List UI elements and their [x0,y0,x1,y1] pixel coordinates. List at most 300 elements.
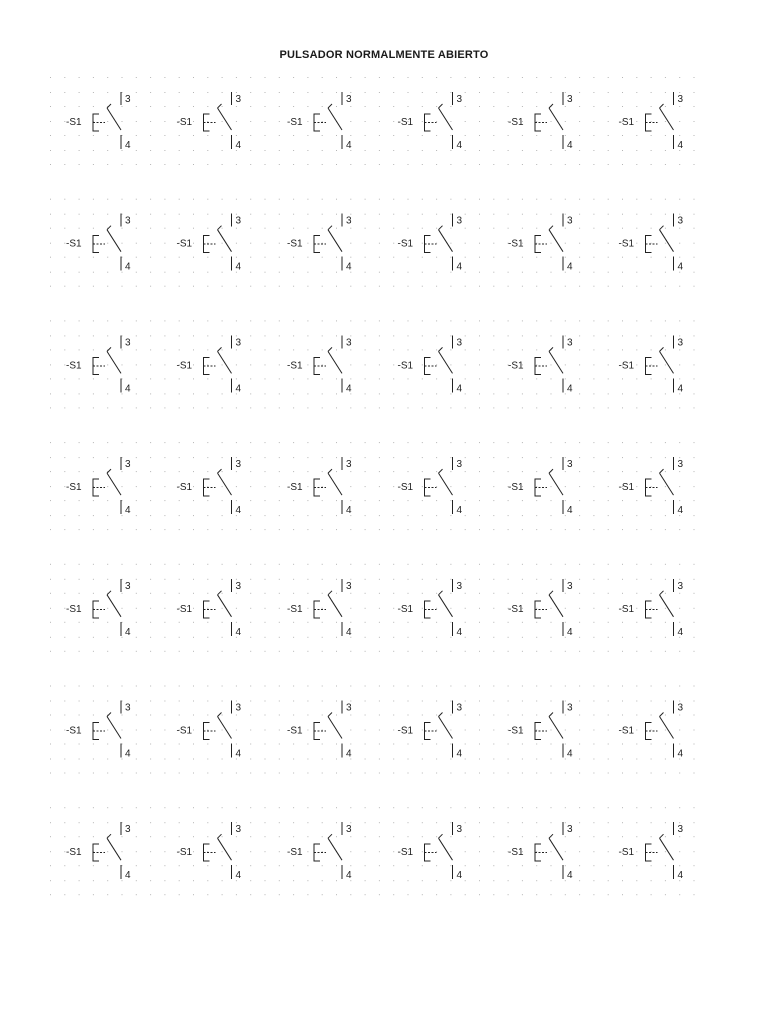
grid-dot [679,199,680,200]
grid-dot [136,730,137,731]
grid-dot [107,243,108,244]
grid-dot [694,515,695,516]
grid-dot [493,364,494,365]
grid-dot [207,457,208,458]
grid-dot [293,320,294,321]
grid-dot [694,106,695,107]
grid-dot [522,880,523,881]
grid-dot [293,92,294,93]
grid-dot [665,651,666,652]
grid-dot [122,730,123,731]
grid-dot [565,272,566,273]
grid-dot [279,442,280,443]
grid-dot [93,349,94,350]
grid-dot [436,730,437,731]
grid-dot [293,759,294,760]
grid-dot [694,730,695,731]
grid-dot [393,593,394,594]
grid-dot [665,164,666,165]
grid-dot [150,715,151,716]
grid-dot [436,407,437,408]
grid-dot [250,471,251,472]
grid-dot [336,651,337,652]
grid-dot [64,407,65,408]
grid-dot [236,564,237,565]
grid-dot [593,686,594,687]
grid-dot [236,228,237,229]
grid-dot [465,865,466,866]
grid-dot [651,150,652,151]
grid-dot [207,759,208,760]
terminal-top-label: 3 [456,337,463,349]
grid-dot [307,106,308,107]
grid-dot [179,622,180,623]
terminal-bottom-label: 4 [567,383,573,395]
grid-dot [136,715,137,716]
grid-dot [265,442,266,443]
designation-label: -S1 [287,847,303,859]
grid-dot [136,865,137,866]
grid-dot [436,865,437,866]
grid-dot [265,349,266,350]
grid-dot [179,836,180,837]
contact-hook [660,713,664,717]
grid-dot [465,637,466,638]
grid-dot [379,457,380,458]
grid-dot [408,807,409,808]
grid-dot [450,135,451,136]
grid-dot [622,593,623,594]
grid-dot [64,378,65,379]
grid-dot [536,135,537,136]
grid-dot [551,822,552,823]
terminal-top-label: 3 [456,94,463,105]
grid-dot [250,515,251,516]
grid-dot [422,579,423,580]
grid-dot [436,773,437,774]
grid-dot [207,529,208,530]
grid-dot [465,243,466,244]
grid-dot [150,335,151,336]
grid-dot [522,320,523,321]
grid-dot [479,457,480,458]
grid-dot [207,121,208,122]
grid-dot [236,364,237,365]
grid-dot [136,150,137,151]
grid-dot [150,121,151,122]
grid-dot [322,457,323,458]
grid-dot [608,486,609,487]
grid-dot [107,164,108,165]
grid-dot [565,730,566,731]
designation-label: -S1 [508,603,524,615]
grid-dot [551,150,552,151]
grid-dot [365,286,366,287]
grid-dot [107,579,108,580]
grid-dot [379,865,380,866]
grid-dot [393,442,394,443]
grid-dot [450,822,451,823]
grid-dot [694,836,695,837]
grid-dot [622,442,623,443]
grid-dot [122,836,123,837]
grid-dot [665,807,666,808]
grid-dot [679,715,680,716]
grid-dot [236,701,237,702]
contact-hook [218,713,222,717]
pushbutton-symbol [508,214,573,273]
grid-dot [193,378,194,379]
grid-dot [465,286,466,287]
grid-dot [393,320,394,321]
grid-dot [393,92,394,93]
grid-dot [122,564,123,565]
grid-dot [479,686,480,687]
grid-dot [336,77,337,78]
grid-dot [593,730,594,731]
terminal-bottom-label: 4 [125,261,131,273]
grid-dot [579,228,580,229]
grid-dot [279,500,280,501]
grid-dot [150,457,151,458]
grid-dot [365,865,366,866]
terminal-top-label: 3 [346,824,352,836]
grid-dot [307,407,308,408]
grid-dot [64,622,65,623]
grid-dot [250,77,251,78]
grid-dot [436,228,437,229]
grid-dot [636,730,637,731]
grid-dot [307,759,308,760]
grid-dot [336,214,337,215]
grid-dot [307,686,308,687]
grid-dot [336,880,337,881]
grid-dot [694,593,695,594]
grid-dot [579,529,580,530]
grid-dot [593,407,594,408]
grid-dot [265,529,266,530]
grid-dot [450,500,451,501]
grid-dot [579,121,580,122]
grid-dot [79,471,80,472]
grid-dot [536,686,537,687]
grid-dot [651,407,652,408]
grid-dot [222,744,223,745]
grid-dot [193,744,194,745]
grid-dot [193,150,194,151]
grid-dot [493,515,494,516]
contact-hook [328,713,332,717]
grid-dot [536,243,537,244]
grid-dot [293,407,294,408]
grid-dot [536,150,537,151]
grid-dot [64,579,65,580]
grid-dot [179,286,180,287]
grid-dot [350,286,351,287]
grid-dot [193,880,194,881]
grid-dot [164,272,165,273]
grid-dot [479,759,480,760]
grid-dot [222,92,223,93]
grid-dot [408,135,409,136]
contact-blade [660,717,674,739]
grid-dot [150,651,151,652]
grid-dot [393,851,394,852]
grid-dot [493,121,494,122]
grid-dot [508,564,509,565]
grid-dot [479,593,480,594]
grid-dot [164,77,165,78]
grid-dot [93,822,94,823]
grid-dot [222,407,223,408]
designation-label: -S1 [176,360,193,372]
grid-dot [136,773,137,774]
grid-dot [50,272,51,273]
grid-dot [422,378,423,379]
grid-dot [593,320,594,321]
grid-dot [450,637,451,638]
grid-dot [465,744,466,745]
grid-dot [522,199,523,200]
grid-dot [50,286,51,287]
grid-dot [350,471,351,472]
grid-dot [164,593,165,594]
grid-dot [250,335,251,336]
grid-dot [422,744,423,745]
terminal-bottom-label: 4 [235,748,242,760]
contact-blade [328,838,342,860]
grid-dot [393,77,394,78]
grid-dot [136,622,137,623]
grid-dot [551,744,552,745]
grid-dot [93,865,94,866]
terminal-bottom-label: 4 [456,870,463,882]
grid-dot [179,92,180,93]
grid-dot [322,214,323,215]
grid-dot [64,865,65,866]
grid-dot [436,442,437,443]
grid-dot [679,214,680,215]
grid-dot [479,378,480,379]
grid-dot [222,457,223,458]
grid-dot [636,836,637,837]
grid-dot [179,393,180,394]
grid-dot [322,364,323,365]
grid-dot [608,378,609,379]
grid-dot [250,349,251,350]
grid-dot [293,150,294,151]
grid-dot [336,894,337,895]
grid-dot [179,759,180,760]
grid-dot [651,364,652,365]
grid-dot [79,529,80,530]
grid-dot [79,701,80,702]
grid-dot [207,106,208,107]
grid-dot [79,865,80,866]
grid-dot [408,77,409,78]
grid-dot [365,364,366,365]
grid-dot [694,471,695,472]
grid-dot [164,121,165,122]
grid-dot [50,579,51,580]
grid-dot [50,807,51,808]
grid-dot [551,457,552,458]
grid-dot [465,880,466,881]
grid-dot [536,759,537,760]
grid-dot [336,759,337,760]
grid-dot [122,164,123,165]
grid-dot [565,851,566,852]
grid-dot [651,199,652,200]
grid-dot [422,257,423,258]
grid-dot [222,471,223,472]
grid-dot [522,378,523,379]
grid-dot [479,807,480,808]
grid-dot [136,364,137,365]
grid-dot [422,272,423,273]
grid-dot [136,686,137,687]
grid-dot [694,500,695,501]
grid-dot [64,836,65,837]
grid-dot [665,393,666,394]
grid-dot [422,608,423,609]
grid-dot [236,651,237,652]
grid-dot [622,214,623,215]
grid-dot [665,486,666,487]
grid-dot [408,272,409,273]
grid-dot [379,608,380,609]
contact-blade [660,595,674,617]
grid-dot [479,164,480,165]
grid-dot [50,851,51,852]
grid-dot [636,529,637,530]
grid-dot [379,243,380,244]
grid-dot [122,77,123,78]
contact-blade [328,473,342,495]
grid-dot [393,243,394,244]
grid-dot [207,393,208,394]
grid-dot [593,651,594,652]
grid-dot [665,471,666,472]
grid-dot [493,622,494,623]
grid-dot [279,121,280,122]
grid-dot [679,529,680,530]
grid-dot [336,500,337,501]
grid-dot [222,686,223,687]
pushbutton-symbol [508,457,573,516]
contact-blade [328,108,342,130]
contact-blade [218,108,232,130]
grid-dot [322,759,323,760]
grid-dot [694,150,695,151]
grid-dot [408,865,409,866]
grid-dot [265,851,266,852]
grid-dot [164,243,165,244]
grid-dot [579,320,580,321]
grid-dot [179,228,180,229]
grid-dot [508,593,509,594]
terminal-top-label: 3 [677,459,684,471]
grid-dot [536,579,537,580]
grid-dot [365,335,366,336]
terminal-top-label: 3 [567,580,573,592]
terminal-top-label: 3 [235,337,242,349]
grid-dot [493,529,494,530]
grid-dot [164,471,165,472]
grid-dot [636,457,637,458]
grid-dot [179,349,180,350]
terminal-bottom-label: 4 [456,626,463,638]
grid-dot [293,822,294,823]
grid-dot [551,865,552,866]
grid-dot [164,349,165,350]
contact-hook [660,347,664,351]
grid-dot [565,836,566,837]
grid-dot [279,529,280,530]
terminal-bottom-label: 4 [567,748,573,760]
grid-dot [236,92,237,93]
grid-dot [150,442,151,443]
grid-dot [150,593,151,594]
grid-dot [694,349,695,350]
contact-blade [218,230,232,252]
grid-dot [593,759,594,760]
grid-dot [393,228,394,229]
grid-dot [651,851,652,852]
grid-dot [336,865,337,866]
grid-dot [350,320,351,321]
grid-dot [50,701,51,702]
grid-dot [450,807,451,808]
grid-dot [64,515,65,516]
grid-dot [679,894,680,895]
grid-dot [307,500,308,501]
grid-dot [122,407,123,408]
grid-dot [551,730,552,731]
grid-dot [651,164,652,165]
grid-dot [379,880,380,881]
grid-dot [622,500,623,501]
grid-dot [608,715,609,716]
terminal-top-label: 3 [567,94,573,105]
grid-dot [608,77,609,78]
grid-dot [422,106,423,107]
grid-dot [579,92,580,93]
grid-dot [379,807,380,808]
grid-dot [93,686,94,687]
grid-dot [651,349,652,350]
terminal-top-label: 3 [235,580,242,592]
grid-dot [322,228,323,229]
grid-dot [522,773,523,774]
grid-dot [465,228,466,229]
grid-dot [493,822,494,823]
grid-dot [436,106,437,107]
grid-dot [307,150,308,151]
grid-dot [579,579,580,580]
pushbutton-symbol [398,214,463,273]
grid-dot [307,651,308,652]
grid-dot [622,894,623,895]
grid-dot [536,349,537,350]
grid-dot [250,272,251,273]
grid-dot [207,500,208,501]
grid-dot [136,199,137,200]
grid-dot [179,515,180,516]
grid-dot [179,335,180,336]
grid-dot [694,286,695,287]
grid-dot [393,286,394,287]
